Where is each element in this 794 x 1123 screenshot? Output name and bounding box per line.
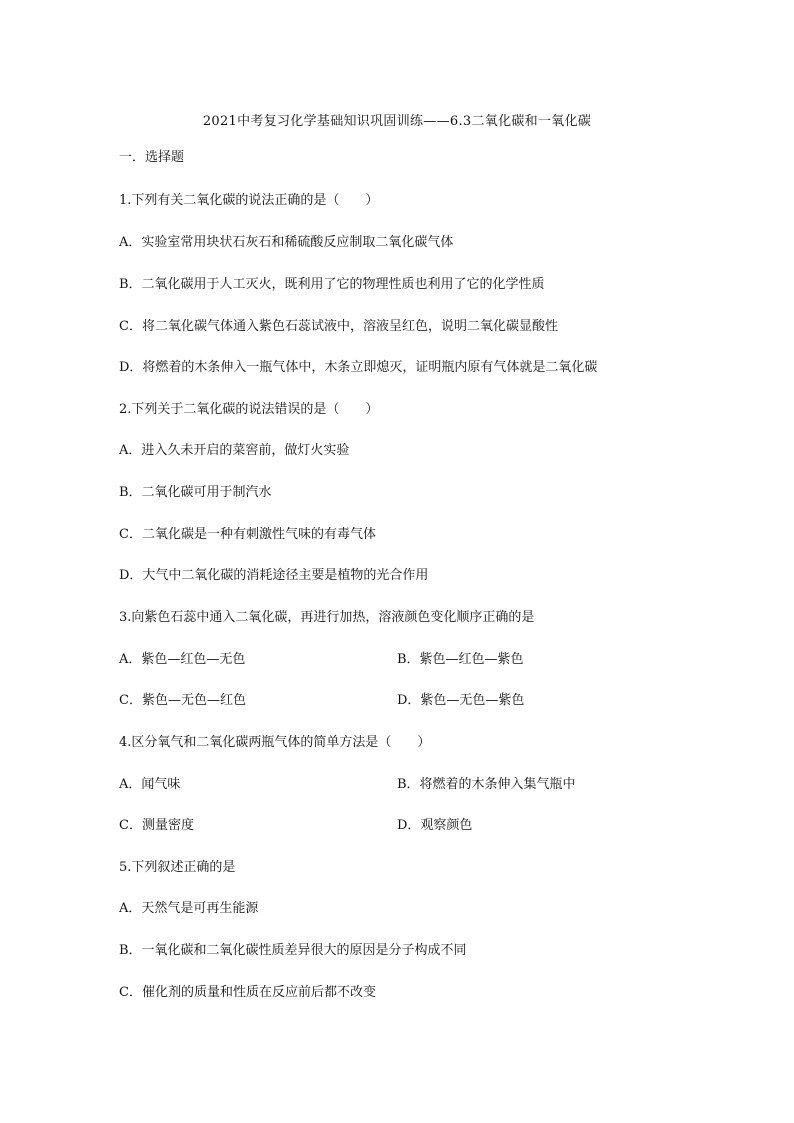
- question-2-stem: 2.下列关于二氧化碳的说法错误的是（ ）: [119, 402, 379, 417]
- question-1-stem: 1.下列有关二氧化碳的说法正确的是（ ）: [119, 193, 379, 208]
- question-4-stem: 4.区分氧气和二氧化碳两瓶气体的简单方法是（ ）: [119, 735, 431, 750]
- question-3-option-c: C．紫色—无色—红色: [119, 693, 246, 708]
- question-4-option-b: B．将燃着的木条伸入集气瓶中: [397, 777, 576, 792]
- question-3-option-a: A．紫色—红色—无色: [119, 652, 246, 667]
- question-2-option-c: C．二氧化碳是一种有刺激性气味的有毒气体: [119, 527, 376, 542]
- document-title: 2021中考复习化学基础知识巩固训练——6.3二氧化碳和一氧化碳: [202, 114, 592, 129]
- question-5-stem: 5.下列叙述正确的是: [119, 860, 236, 875]
- question-3-stem: 3.向紫色石蕊中通入二氧化碳，再进行加热，溶液颜色变化顺序正确的是: [119, 610, 535, 625]
- question-4-option-a: A．闻气味: [119, 777, 181, 792]
- section-heading: 一．选择题: [119, 150, 185, 165]
- question-2-option-b: B．二氧化碳可用于制汽水: [119, 485, 272, 500]
- question-1-option-c: C．将二氧化碳气体通入紫色石蕊试液中，溶液呈红色，说明二氧化碳显酸性: [119, 319, 558, 334]
- question-3-option-b: B．紫色—红色—紫色: [397, 652, 524, 667]
- question-5-option-c: C．催化剂的质量和性质在反应前后都不改变: [119, 985, 376, 1000]
- question-2-option-d: D．大气中二氧化碳的消耗途径主要是植物的光合作用: [119, 568, 429, 583]
- question-5-option-b: B．一氧化碳和二氧化碳性质差异很大的原因是分子构成不同: [119, 943, 467, 958]
- question-4-option-c: C．测量密度: [119, 818, 194, 833]
- question-1-option-d: D．将燃着的木条伸入一瓶气体中，木条立即熄灭，证明瓶内原有气体就是二氧化碳: [119, 360, 598, 375]
- question-1-option-b: B．二氧化碳用于人工灭火，既利用了它的物理性质也利用了它的化学性质: [119, 277, 545, 292]
- question-3-option-d: D．紫色—无色—紫色: [397, 693, 525, 708]
- question-1-option-a: A．实验室常用块状石灰石和稀硫酸反应制取二氧化碳气体: [119, 235, 454, 250]
- question-4-option-d: D．观察颜色: [397, 818, 473, 833]
- question-5-option-a: A．天然气是可再生能源: [119, 901, 259, 916]
- question-2-option-a: A．进入久未开启的菜窖前，做灯火实验: [119, 443, 350, 458]
